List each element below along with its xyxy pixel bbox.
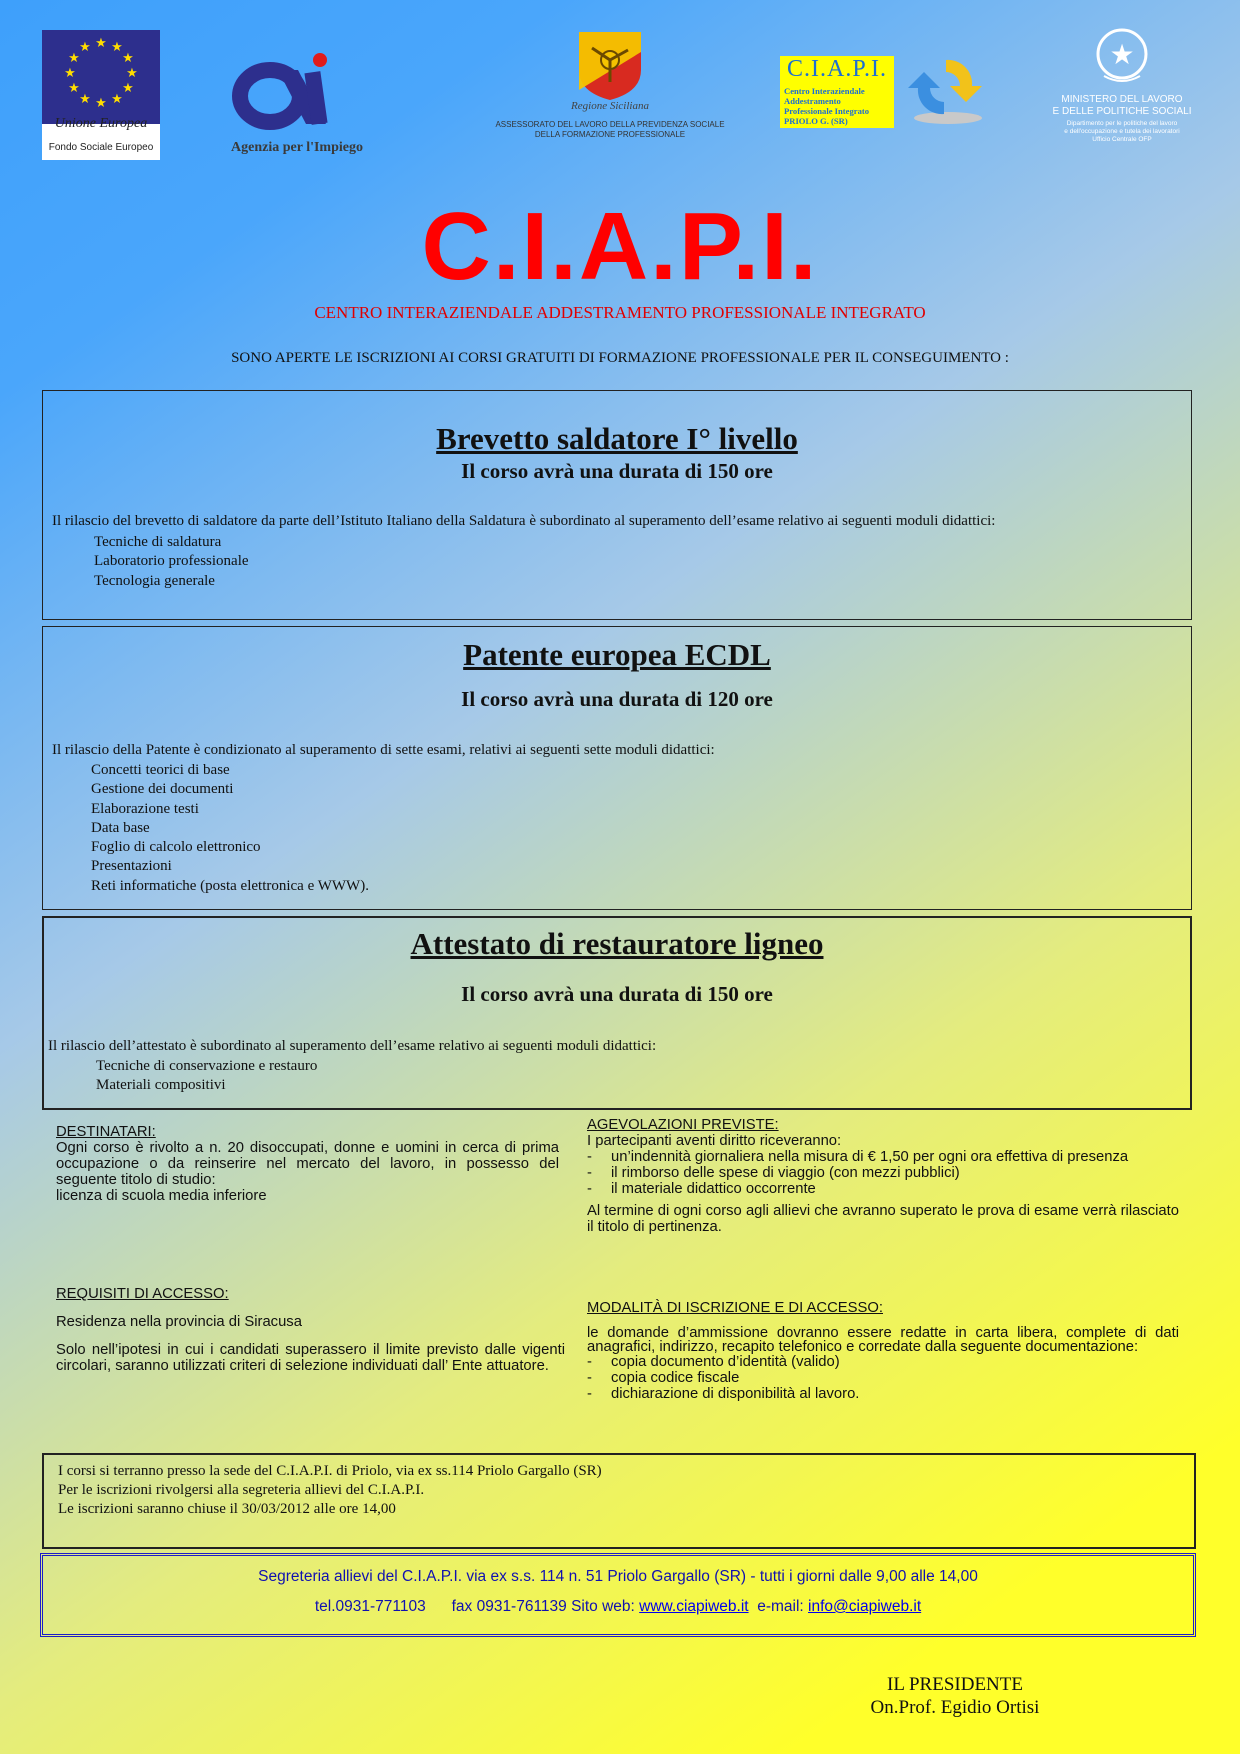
course-box-welding bbox=[42, 390, 1192, 620]
signature bbox=[840, 1673, 1070, 1719]
destinatari-heading: DESTINATARI: bbox=[56, 1124, 156, 1140]
module-item: Gestione dei documenti bbox=[91, 781, 234, 798]
module-item: Reti informatiche (posta elettronica e WWW). bbox=[91, 877, 369, 894]
course-modules bbox=[94, 533, 249, 591]
list-item-text: il materiale didattico occorrente bbox=[611, 1181, 816, 1197]
svg-text:★: ★ bbox=[122, 81, 134, 96]
contact-line-1: Segreteria allievi del C.I.A.P.I. via ex s.s. 114 n. 51 Priolo Gargallo (SR) - tutti i giorni dalle 9,00 alle 14,00 bbox=[258, 1568, 978, 1585]
ministero-caption bbox=[1052, 94, 1192, 118]
course-box-restoration bbox=[42, 916, 1192, 1110]
agevolazioni-section bbox=[587, 1117, 1179, 1235]
module-item: Laboratorio professionale bbox=[94, 553, 249, 570]
svg-text:★: ★ bbox=[126, 66, 138, 81]
destinatari-text: Ogni corso è rivolto a n. 20 disoccupati, donne e uomini in cerca di prima occupazione o da reinserire nel mercato del lavoro, in possesso del seguente titolo di studio: bbox=[56, 1140, 559, 1188]
course-description: Il rilascio della Patente è condizionato al superamento di sette esami, relativi ai seguenti sette moduli didattici: bbox=[52, 742, 715, 758]
svg-text:★: ★ bbox=[79, 40, 91, 55]
regione-script: Regione Siciliana bbox=[571, 100, 649, 112]
modalita-intro: le domande d’ammissione dovranno essere redatte in carta libera, complete di dati anagrafici, indirizzo, recapito telefonico e corredate dalla seguente documentazione: bbox=[587, 1325, 1179, 1355]
list-item: - il rimborso delle spese di viaggio (con mezzi pubblici) bbox=[587, 1165, 960, 1181]
list-item-text: copia documento d’identità (valido) bbox=[611, 1354, 840, 1370]
regione-logo bbox=[490, 30, 730, 142]
list-item: - copia documento d’identità (valido) bbox=[587, 1354, 840, 1370]
regione-caption bbox=[490, 120, 730, 140]
list-item: - copia codice fiscale bbox=[587, 1370, 740, 1386]
module-item: Elaborazione testi bbox=[91, 800, 199, 817]
email-label: e-mail: bbox=[757, 1598, 804, 1615]
regione-caption-1: ASSESSORATO DEL LAVORO DELLA PREVIDENZA SOCIALE bbox=[495, 120, 725, 129]
requisiti-line-1: Residenza nella provincia di Siracusa bbox=[56, 1314, 302, 1330]
module-item: Tecniche di conservazione e restauro bbox=[96, 1058, 318, 1074]
svg-text:★: ★ bbox=[95, 96, 107, 111]
ciapi-logo-line-1: Centro Interaziendale bbox=[784, 86, 865, 96]
list-item-text: un’indennità giornaliera nella misura di € 1,50 per ogni ora effettiva di presenza bbox=[611, 1149, 1129, 1165]
ai-monogram-icon bbox=[208, 52, 386, 140]
ciapi-logo-line-4: PRIOLO G. (SR) bbox=[784, 116, 848, 126]
destinatari-section bbox=[56, 1124, 559, 1204]
signature-name: On.Prof. Egidio Ortisi bbox=[870, 1697, 1040, 1718]
svg-text:★: ★ bbox=[95, 36, 107, 51]
course-duration: Il corso avrà una durata di 150 ore bbox=[461, 459, 773, 483]
svg-text:★: ★ bbox=[64, 66, 76, 81]
list-item: - il materiale didattico occorrente bbox=[587, 1181, 816, 1197]
eu-line-2: Fondo Sociale Europeo bbox=[48, 142, 154, 153]
ministero-line-4: e dell'occupazione e tutela dei lavoratori bbox=[1064, 128, 1180, 135]
agenzia-caption: Agenzia per l'Impiego bbox=[231, 140, 363, 155]
requisiti-line-2: Solo nell’ipotesi in cui i candidati superassero il limite previsto dalle vigenti circolari, saranno utilizzati criteri di selezione individuati dall’ Ente attuatore. bbox=[56, 1342, 565, 1374]
module-item: Materiali compositivi bbox=[96, 1077, 226, 1094]
regione-caption-2: DELLA FORMAZIONE PROFESSIONALE bbox=[534, 130, 686, 139]
intro-text: SONO APERTE LE ISCRIZIONI AI CORSI GRATUITI DI FORMAZIONE PROFESSIONALE PER IL CONSEGUIMENTO : bbox=[231, 350, 1009, 366]
modalita-heading: MODALITÀ DI ISCRIZIONE E DI ACCESSO: bbox=[587, 1300, 883, 1316]
page-subtitle: CENTRO INTERAZIENDALE ADDESTRAMENTO PROFESSIONALE INTEGRATO bbox=[314, 303, 926, 322]
ministero-line-3: Dipartimento per le politiche del lavoro bbox=[1066, 120, 1178, 127]
course-duration: Il corso avrà una durata di 120 ore bbox=[461, 687, 773, 711]
ciapi-logo-line-3: Professionale Integrato bbox=[784, 106, 870, 116]
info-box bbox=[42, 1453, 1196, 1549]
phone-number: tel.0931-771103 bbox=[314, 1598, 426, 1615]
info-line-1: I corsi si terranno presso la sede del C.I.A.P.I. di Priolo, via ex ss.114 Priolo Gargallo (SR) bbox=[58, 1463, 602, 1479]
ministero-line-5: Ufficio Centrale OFP bbox=[1092, 136, 1152, 143]
ciapi-logo bbox=[780, 56, 894, 128]
ministero-logo bbox=[1052, 24, 1192, 152]
svg-text:★: ★ bbox=[111, 92, 123, 107]
list-item: - un’indennità giornaliera nella misura di € 1,50 per ogni ora effettiva di presenza bbox=[587, 1149, 1129, 1165]
course-duration: Il corso avrà una durata di 150 ore bbox=[461, 982, 773, 1006]
module-item: Tecnologia generale bbox=[94, 572, 215, 589]
course-description: Il rilascio dell’attestato è subordinato al superamento dell’esame relativo ai seguenti moduli didattici: bbox=[48, 1038, 657, 1054]
modalita-section bbox=[587, 1300, 1179, 1402]
agenzia-logo bbox=[208, 52, 386, 164]
module-item: Presentazioni bbox=[91, 858, 172, 875]
contact-line-2 bbox=[43, 1598, 1193, 1616]
eu-logo bbox=[42, 30, 160, 160]
course-modules bbox=[96, 1057, 317, 1096]
svg-text:★: ★ bbox=[122, 51, 134, 66]
eu-flag-icon bbox=[42, 30, 160, 124]
website-link[interactable]: www.ciapiweb.it bbox=[639, 1598, 749, 1615]
agevolazioni-intro: I partecipanti aventi diritto riceveranno: bbox=[587, 1133, 842, 1149]
requisiti-heading: REQUISITI DI ACCESSO: bbox=[56, 1286, 229, 1302]
module-item: Foglio di calcolo elettronico bbox=[91, 839, 261, 856]
course-description: Il rilascio del brevetto di saldatore da parte dell’Istituto Italiano della Saldatura è subordinato al superamento dell’esame relativo ai seguenti moduli didattici: bbox=[52, 513, 996, 529]
list-item-text: dichiarazione di disponibilità al lavoro. bbox=[611, 1386, 860, 1402]
trinacria-shield-icon bbox=[490, 30, 730, 100]
ciapi-logo-title: C.I.A.P.I. bbox=[786, 56, 887, 82]
ministero-subcaption bbox=[1052, 120, 1192, 144]
agevolazioni-closing: Al termine di ogni corso agli allievi che avranno superato le prova di esame verrà rilasciato il titolo di pertinenza. bbox=[587, 1203, 1179, 1235]
ministero-line-1: MINISTERO DEL LAVORO bbox=[1061, 94, 1183, 105]
italian-emblem-icon bbox=[1052, 24, 1192, 88]
svg-text:★: ★ bbox=[68, 81, 80, 96]
svg-text:★: ★ bbox=[1109, 38, 1135, 71]
signature-role: IL PRESIDENTE bbox=[887, 1674, 1023, 1695]
course-box-ecdl bbox=[42, 626, 1192, 910]
module-item: Tecniche di saldatura bbox=[94, 534, 222, 550]
requisiti-section bbox=[56, 1286, 565, 1374]
info-line-2: Per le iscrizioni rivolgersi alla segreteria allievi del C.I.A.P.I. bbox=[58, 1482, 425, 1498]
course-title: Attestato di restauratore ligneo bbox=[410, 926, 824, 961]
email-link[interactable]: info@ciapiweb.it bbox=[808, 1598, 922, 1615]
destinatari-title-requirement: licenza di scuola media inferiore bbox=[56, 1188, 267, 1204]
ministero-line-2: E DELLE POLITICHE SOCIALI bbox=[1052, 106, 1192, 117]
list-item-text: il rimborso delle spese di viaggio (con mezzi pubblici) bbox=[611, 1165, 960, 1181]
list-item-text: copia codice fiscale bbox=[611, 1370, 740, 1386]
info-line-3: Le iscrizioni saranno chiuse il 30/03/2012 alle ore 14,00 bbox=[58, 1501, 396, 1517]
module-item: Data base bbox=[91, 819, 150, 836]
course-modules bbox=[91, 761, 369, 896]
course-title: Patente europea ECDL bbox=[463, 637, 771, 672]
fax-label: fax 0931-761139 Sito web: bbox=[451, 1598, 635, 1615]
circular-arrows-icon bbox=[906, 52, 990, 128]
contact-box bbox=[40, 1553, 1196, 1637]
svg-text:★: ★ bbox=[111, 40, 123, 55]
agevolazioni-heading: AGEVOLAZIONI PREVISTE: bbox=[587, 1117, 779, 1133]
ciapi-logo-text bbox=[784, 86, 892, 126]
eu-line-1: Unione Europea bbox=[54, 116, 148, 131]
list-item: - dichiarazione di disponibilità al lavoro. bbox=[587, 1386, 860, 1402]
svg-text:★: ★ bbox=[79, 92, 91, 107]
course-title: Brevetto saldatore I° livello bbox=[436, 421, 798, 456]
svg-text:★: ★ bbox=[68, 51, 80, 66]
module-item: Concetti teorici di base bbox=[91, 762, 230, 778]
page-title: C.I.A.P.I. bbox=[421, 193, 819, 300]
ciapi-logo-line-2: Addestramento bbox=[784, 96, 841, 106]
